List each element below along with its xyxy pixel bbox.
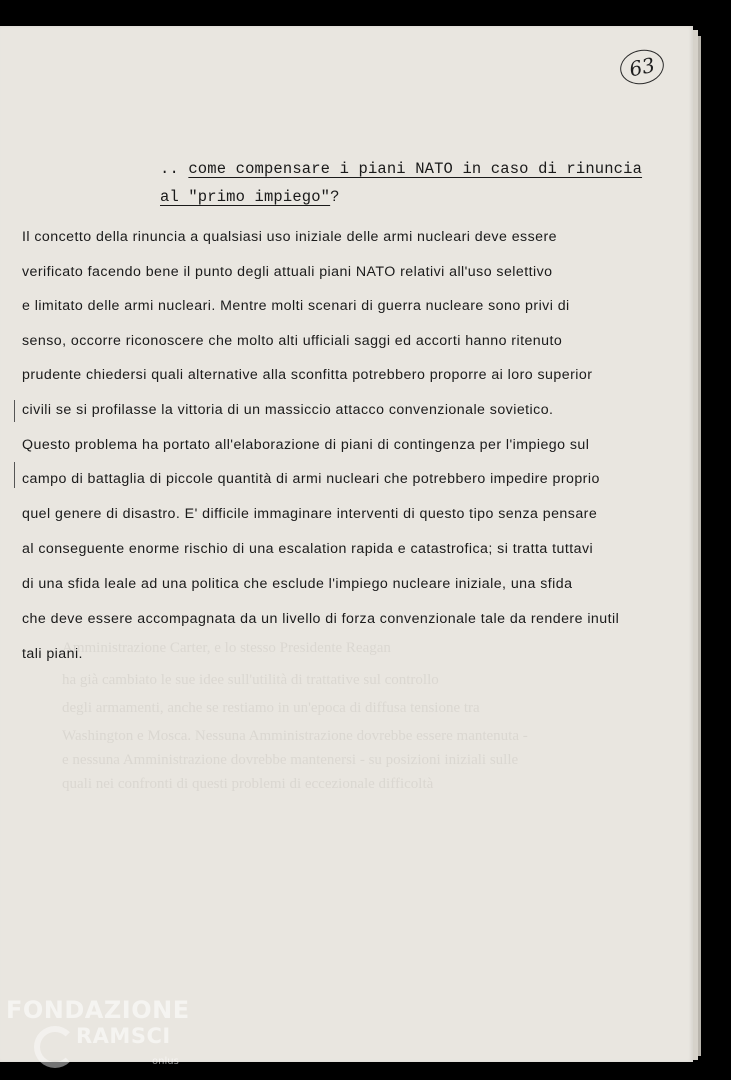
title-underlined-text-2: al "primo impiego"	[160, 188, 331, 206]
watermark-g-icon	[34, 1026, 76, 1068]
paragraph-line: quel genere di disastro. E' difficile immaginare interventi di questo tipo senza pensare	[22, 506, 598, 522]
paragraph-line: e limitato delle armi nucleari. Mentre molti scenari di guerra nucleare sono privi di	[22, 298, 570, 314]
title-prefix: ..	[160, 160, 179, 178]
paragraph-line: senso, occorre riconoscere che molto alti ufficiali saggi ed accorti hanno ritenuto	[22, 333, 563, 349]
title-underlined-text: come compensare i piani NATO in caso di rinuncia	[188, 160, 643, 178]
paragraph-line: Il concetto della rinuncia a qualsiasi uso iniziale delle armi nucleari deve essere	[22, 229, 557, 245]
section-title-line-1	[160, 160, 642, 178]
watermark-line-1: FONDAZIONE	[6, 996, 190, 1024]
margin-mark	[14, 462, 15, 488]
paragraph-line: Questo problema ha portato all'elaborazione di piani di contingenza per l'impiego sul	[22, 437, 590, 453]
bleed-through-line: e nessuna Amministrazione dovrebbe mantenersi - su posizioni iniziali sulle	[62, 752, 519, 768]
bleed-through-line: Amministrazione Carter, e lo stesso Presidente Reagan	[62, 640, 391, 656]
watermark-onlus: onlus	[152, 1056, 179, 1067]
paragraph-line: campo di battaglia di piccole quantità di armi nucleari che potrebbero impedire proprio	[22, 471, 600, 487]
bleed-through-line: quali nei confronti di questi problemi di eccezionale difficoltà	[62, 776, 434, 792]
bleed-through-line: ha già cambiato le sue idee sull'utilità di trattative sul controllo	[62, 672, 439, 688]
section-title-line-2	[160, 188, 340, 206]
paragraph-line: prudente chiedersi quali alternative alla sconfitta potrebbero proporre ai loro superior	[22, 367, 593, 383]
paragraph-line: civili se si profilasse la vittoria di un massiccio attacco convenzionale sovietico.	[22, 402, 554, 418]
page-edge-shadow	[698, 36, 701, 1056]
paragraph-line: al conseguente enorme rischio di una escalation rapida e catastrofica; si tratta tuttavi	[22, 541, 594, 557]
paragraph-line: tali piani.	[22, 646, 83, 662]
bleed-through-line: Washington e Mosca. Nessuna Amministrazione dovrebbe essere mantenuta -	[62, 728, 528, 744]
fondazione-gramsci-watermark	[6, 996, 190, 1067]
paragraph-line: che deve essere accompagnata da un livello di forza convenzionale tale da rendere inutil	[22, 611, 620, 627]
title-question-mark: ?	[330, 188, 340, 206]
watermark-line-2: RAMSCI	[76, 1024, 171, 1048]
paragraph-line: verificato facendo bene il punto degli attuali piani NATO relativi all'uso selettivo	[22, 264, 553, 280]
margin-mark	[14, 400, 15, 422]
bleed-through-line: degli armamenti, anche se restiamo in un'epoca di diffusa tensione tra	[62, 700, 480, 716]
page-number-text: 63	[627, 52, 657, 82]
paragraph-line: di una sfida leale ad una politica che esclude l'impiego nucleare iniziale, una sfida	[22, 576, 573, 592]
